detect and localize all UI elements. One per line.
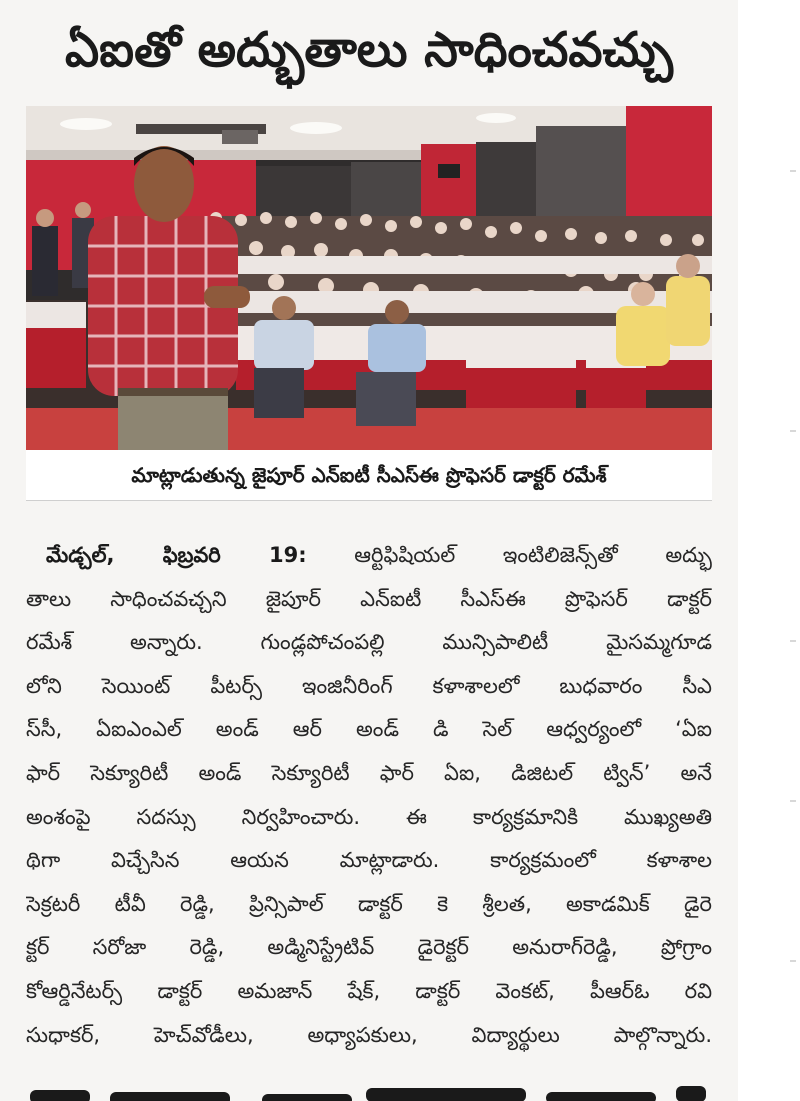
margin-mark	[790, 170, 796, 172]
margin-mark	[790, 640, 796, 642]
article-line: లోని సెయింట్ పీటర్స్ ఇంజినీరింగ్ కళాశాలలో బుధవారం సీఎ	[26, 673, 712, 698]
article-line: సుధాకర్, హెచ్‌వోడీలు, అధ్యాపకులు, విద్యార్థులు పాల్గొన్నారు.	[26, 1022, 712, 1047]
next-article-headline-fragment	[26, 1082, 716, 1101]
article-line: కోఆర్డినేటర్స్ డాక్టర్ అమజాన్ షేక్, డాక్టర్ వెంకట్, పీఆర్ఓ రవి	[26, 978, 712, 1003]
article-line: తాలు సాధించవచ్చని జైపూర్ ఎన్ఐటీ సీఎస్ఈ ప్రొఫెసర్ డాక్టర్	[26, 586, 712, 611]
article-line	[26, 534, 712, 578]
lecture-hall-photo	[26, 106, 712, 450]
photo-illustration	[26, 106, 712, 450]
margin-mark	[790, 960, 796, 962]
article-line: అంశంపై సదస్సు నిర్వహించారు. ఈ కార్యక్రమానికి ముఖ్యఅతి	[26, 804, 712, 829]
article-line: సెక్రటరీ టీవీ రెడ్డి, ప్రిన్సిపాల్ డాక్టర్ కె శ్రీలత, అకాడమిక్ డైరె	[26, 891, 712, 916]
page-margin	[738, 0, 800, 1101]
photo-caption: మాట్లాడుతున్న జైపూర్ ఎన్ఐటీ సీఎస్ఈ ప్రొఫెసర్ డాక్టర్ రమేశ్	[131, 463, 607, 487]
article-line: క్టర్ సరోజా రెడ్డి, అడ్మినిస్ట్రేటివ్ డైరెక్టర్ అనురాగ్‌రెడ్డి, ప్రోగ్రాం	[26, 935, 712, 960]
article-line: ఫార్ సెక్యూరిటీ అండ్ సెక్యూరిటీ ఫార్ ఏఐ, డిజిటల్ ట్విన్’ అనే	[26, 760, 712, 785]
cropped-headline-glyphs	[26, 1082, 716, 1101]
article-dateline: మేడ్చల్, ఫిబ్రవరి 19:	[46, 543, 307, 567]
article-line-text: ఆర్టిఫిషియల్ ఇంటిలిజెన్స్‌తో అద్భు	[354, 543, 712, 567]
article-line: స్‌సీ, ఏఐఎంఎల్ అండ్ ఆర్ అండ్ డి సెల్ ఆధ్వర్యంలో ‘ఏఐ	[26, 717, 712, 742]
photo-caption-box	[26, 450, 712, 501]
margin-mark	[790, 430, 796, 432]
margin-mark	[790, 800, 796, 802]
article-headline: ఏఐతో అద్భుతాలు సాధించవచ్చు	[65, 22, 673, 78]
article-body	[26, 534, 712, 1057]
article-line: థిగా విచ్చేసిన ఆయన మాట్లాడారు. కార్యక్రమంలో కళాశాల	[26, 848, 712, 873]
article-line: రమేశ్ అన్నారు. గుండ్లపోచంపల్లి మున్సిపాలిటీ మైసమ్మగూడ	[26, 630, 712, 655]
